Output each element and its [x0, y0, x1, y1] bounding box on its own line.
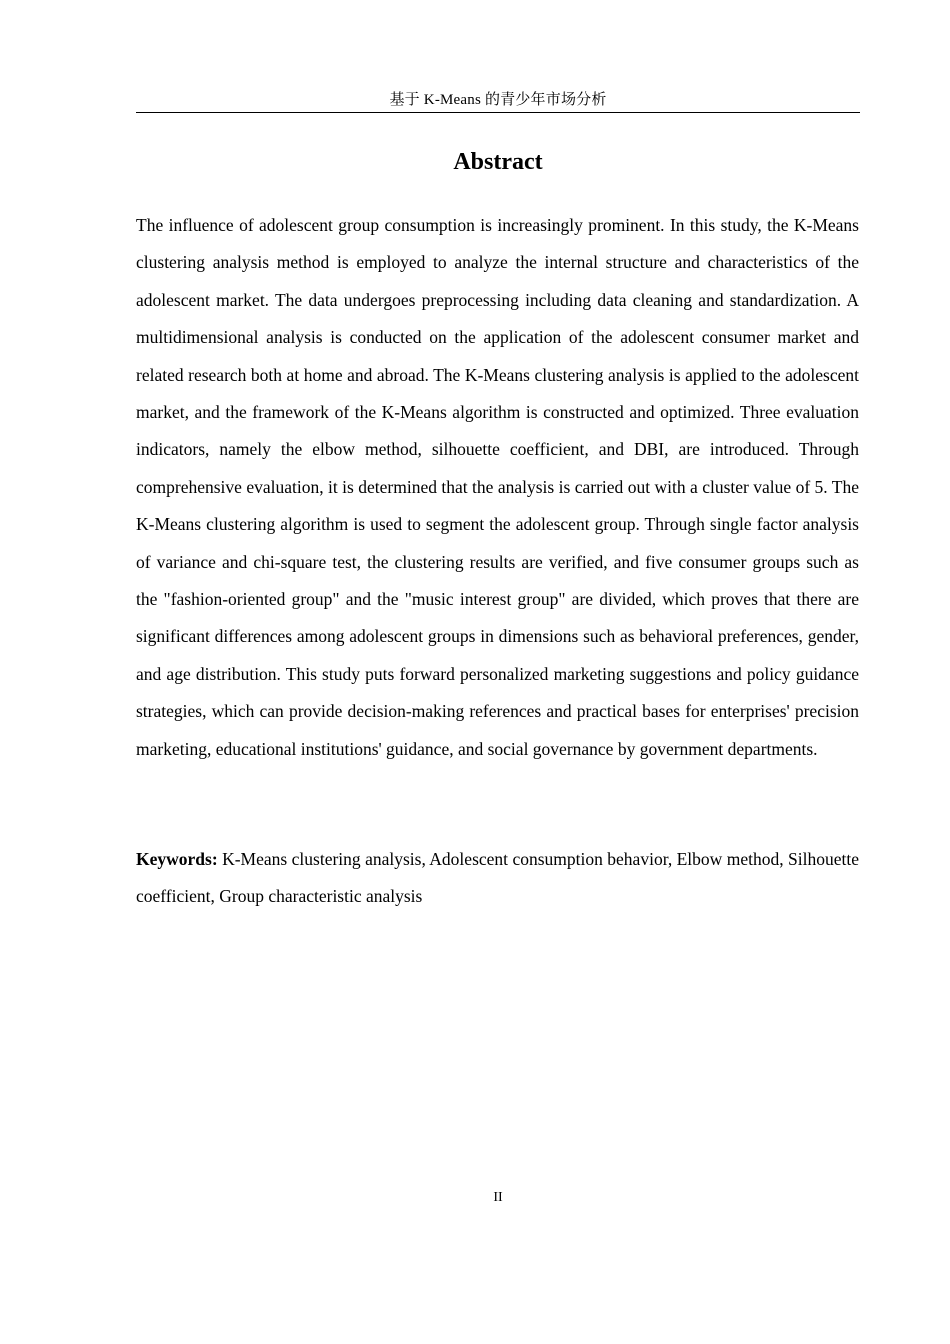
keywords-paragraph — [136, 841, 859, 916]
abstract-title: Abstract — [453, 149, 543, 175]
running-header: 基于 K-Means 的青少年市场分析 — [389, 92, 607, 108]
keywords-list: K-Means clustering analysis, Adolescent consumption behavior, Elbow method, Silhouette coefficient, Group characteristic analysis — [136, 849, 860, 907]
keywords-label: Keywords: — [136, 849, 218, 869]
header-rule — [136, 112, 860, 113]
abstract-body: The influence of adolescent group consumption is increasingly prominent. In this study, the K-Means clustering analysis method is employed to analyze the internal structure and characteristics of the adolescent market. The data undergoes preprocessing including data cleaning and standardization. A multidimensional analysis is conducted on the application of the adolescent consumer market and related research both at home and abroad. The K-Means clustering analysis is applied to the adolescent market, and the framework of the K-Means algorithm is constructed and optimized. Three evaluation indicators, namely the elbow method, silhouette coefficient, and DBI, are introduced. Through comprehensive evaluation, it is determined that the analysis is carried out with a cluster value of 5. The K-Means clustering algorithm is used to segment the adolescent group. Through single factor analysis of variance and chi-square test, the clustering results are verified, and five consumer groups such as the "fashion-oriented group" and the "music interest group" are divided, which proves that there are significant differences among adolescent groups in dimensions such as behavioral preferences, gender, and age distribution. This study puts forward personalized marketing suggestions and policy guidance strategies, which can provide decision-making references and practical bases for enterprises' precision marketing, educational institutions' guidance, and social governance by government departments. — [136, 215, 859, 759]
page-number: II — [493, 1190, 503, 1205]
